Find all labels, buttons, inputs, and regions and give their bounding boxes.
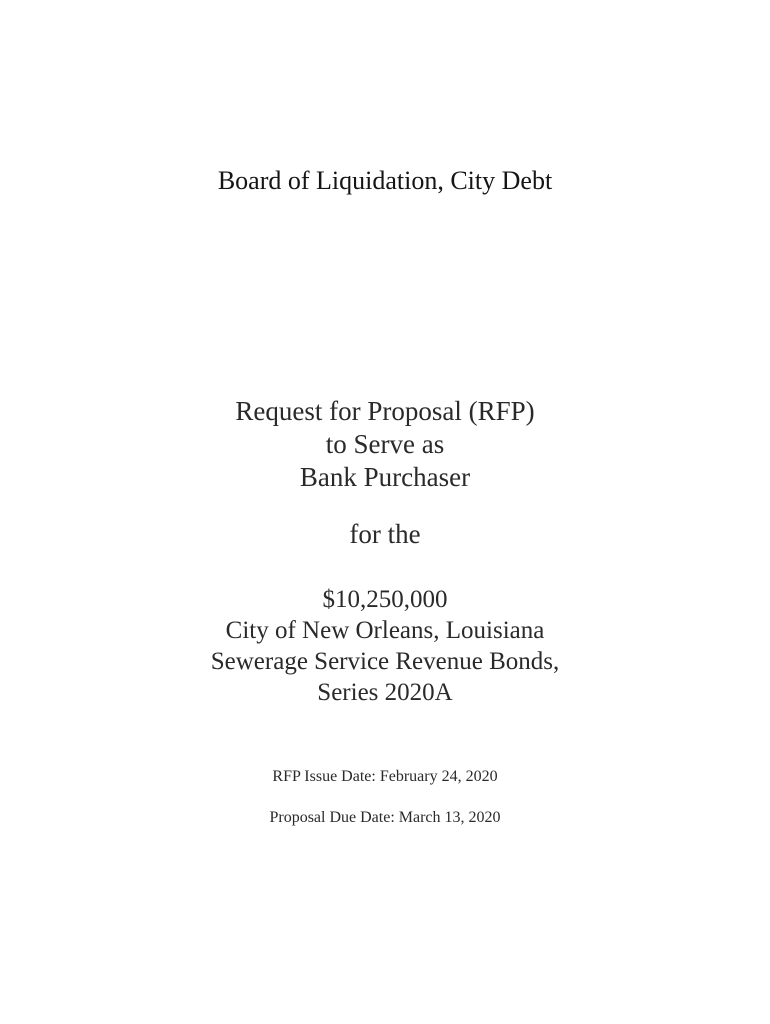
bond-issuer: City of New Orleans, Louisiana — [225, 617, 545, 644]
dates-block — [0, 766, 770, 829]
proposal-due-date: Proposal Due Date: March 13, 2020 — [269, 809, 501, 826]
spacer — [0, 494, 770, 518]
organization-title: Board of Liquidation, City Debt — [217, 166, 553, 195]
rfp-title-block — [0, 395, 770, 551]
bond-description-block — [0, 584, 770, 708]
rfp-issue-date: RFP Issue Date: February 24, 2020 — [272, 768, 498, 785]
bond-name: Sewerage Service Revenue Bonds, — [210, 648, 560, 675]
rfp-title-line-3: Bank Purchaser — [299, 462, 471, 492]
bond-amount: $10,250,000 — [322, 586, 448, 613]
bond-series: Series 2020A — [317, 679, 453, 706]
rfp-title-line-1: Request for Proposal (RFP) — [235, 396, 535, 426]
rfp-title-line-2: to Serve as — [325, 429, 445, 459]
for-the-text: for the — [349, 519, 421, 549]
